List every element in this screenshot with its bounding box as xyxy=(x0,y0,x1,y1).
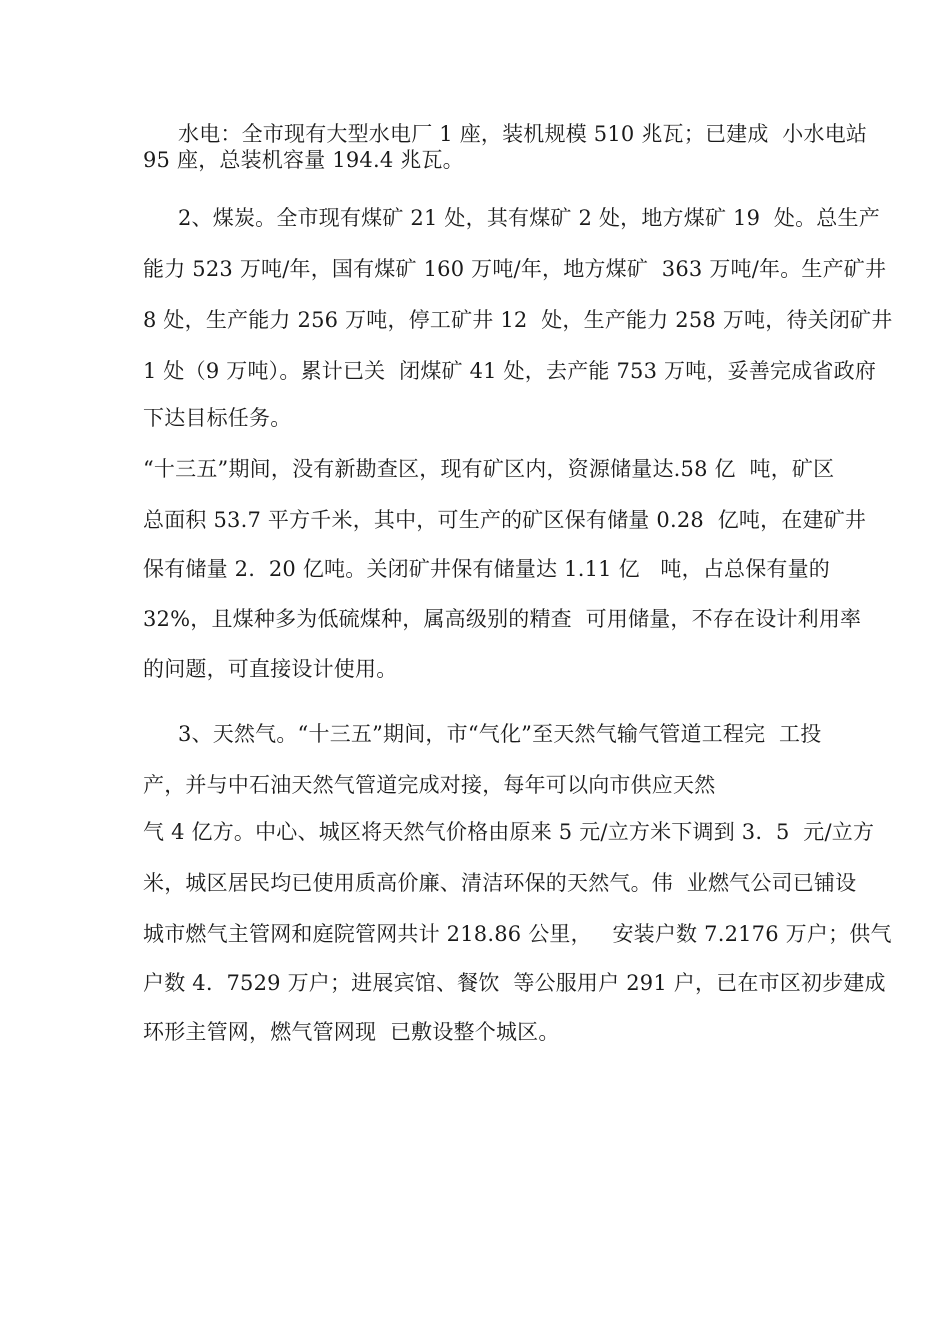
paragraph-hydropower-line-1: 水电：全市现有大型水电厂 1 座，装机规模 510 兆瓦；已建成 小水电站 xyxy=(178,122,868,146)
paragraph-gas-line-3: 气 4 亿方。中心、城区将天然气价格由原来 5 元/立方米下调到 3. 5 元/立方 xyxy=(143,820,875,844)
paragraph-reserves-line-3: 保有储量 2. 20 亿吨。关闭矿井保有储量达 1.11 亿 吨，占总保有量的 xyxy=(143,557,830,581)
paragraph-coal-line-2: 能力 523 万吨/年，国有煤矿 160 万吨/年，地方煤矿 363 万吨/年。生产矿井 xyxy=(143,257,887,281)
paragraph-coal-line-4: 1 处（9 万吨）。累计已关 闭煤矿 41 处，去产能 753 万吨，妥善完成省政府 xyxy=(143,359,877,383)
paragraph-hydropower-line-2: 95 座，总装机容量 194.4 兆瓦。 xyxy=(143,148,464,172)
paragraph-coal-line-1: 2、煤炭。全市现有煤矿 21 处，其有煤矿 2 处，地方煤矿 19 处。总生产 xyxy=(178,206,880,230)
paragraph-reserves-line-5: 的问题，可直接设计使用。 xyxy=(143,657,398,681)
paragraph-gas-line-7: 环形主管网，燃气管网现 已敷设整个城区。 xyxy=(143,1020,560,1044)
paragraph-reserves-line-2: 总面积 53.7 平方千米，其中，可生产的矿区保有储量 0.28 亿吨，在建矿井 xyxy=(143,508,867,532)
paragraph-reserves-line-4: 32%，且煤种多为低硫煤种，属高级别的精查 可用储量，不存在设计利用率 xyxy=(143,607,862,631)
paragraph-gas-line-2: 产，并与中石油天然气管道完成对接，每年可以向市供应天然 xyxy=(143,773,716,797)
paragraph-reserves-line-1: “十三五”期间，没有新勘查区，现有矿区内，资源储量达.58 亿 吨，矿区 xyxy=(143,457,835,481)
paragraph-gas-line-5: 城市燃气主管网和庭院管网共计 218.86 公里， 安装户数 7.2176 万户；供气 xyxy=(143,922,892,946)
paragraph-coal-line-5: 下达目标任务。 xyxy=(143,406,292,430)
paragraph-coal-line-3: 8 处，生产能力 256 万吨，停工矿井 12 处，生产能力 258 万吨，待关闭矿井 xyxy=(143,308,893,332)
paragraph-gas-line-6: 户数 4. 7529 万户；进展宾馆、餐饮 等公服用户 291 户，已在市区初步建成 xyxy=(143,971,886,995)
paragraph-gas-line-4: 米，城区居民均已使用质高价廉、清洁环保的天然气。伟 业燃气公司已铺设 xyxy=(143,871,857,895)
paragraph-gas-line-1: 3、天然气。“十三五”期间，市“气化”至天然气输气管道工程完 工投 xyxy=(178,722,822,746)
